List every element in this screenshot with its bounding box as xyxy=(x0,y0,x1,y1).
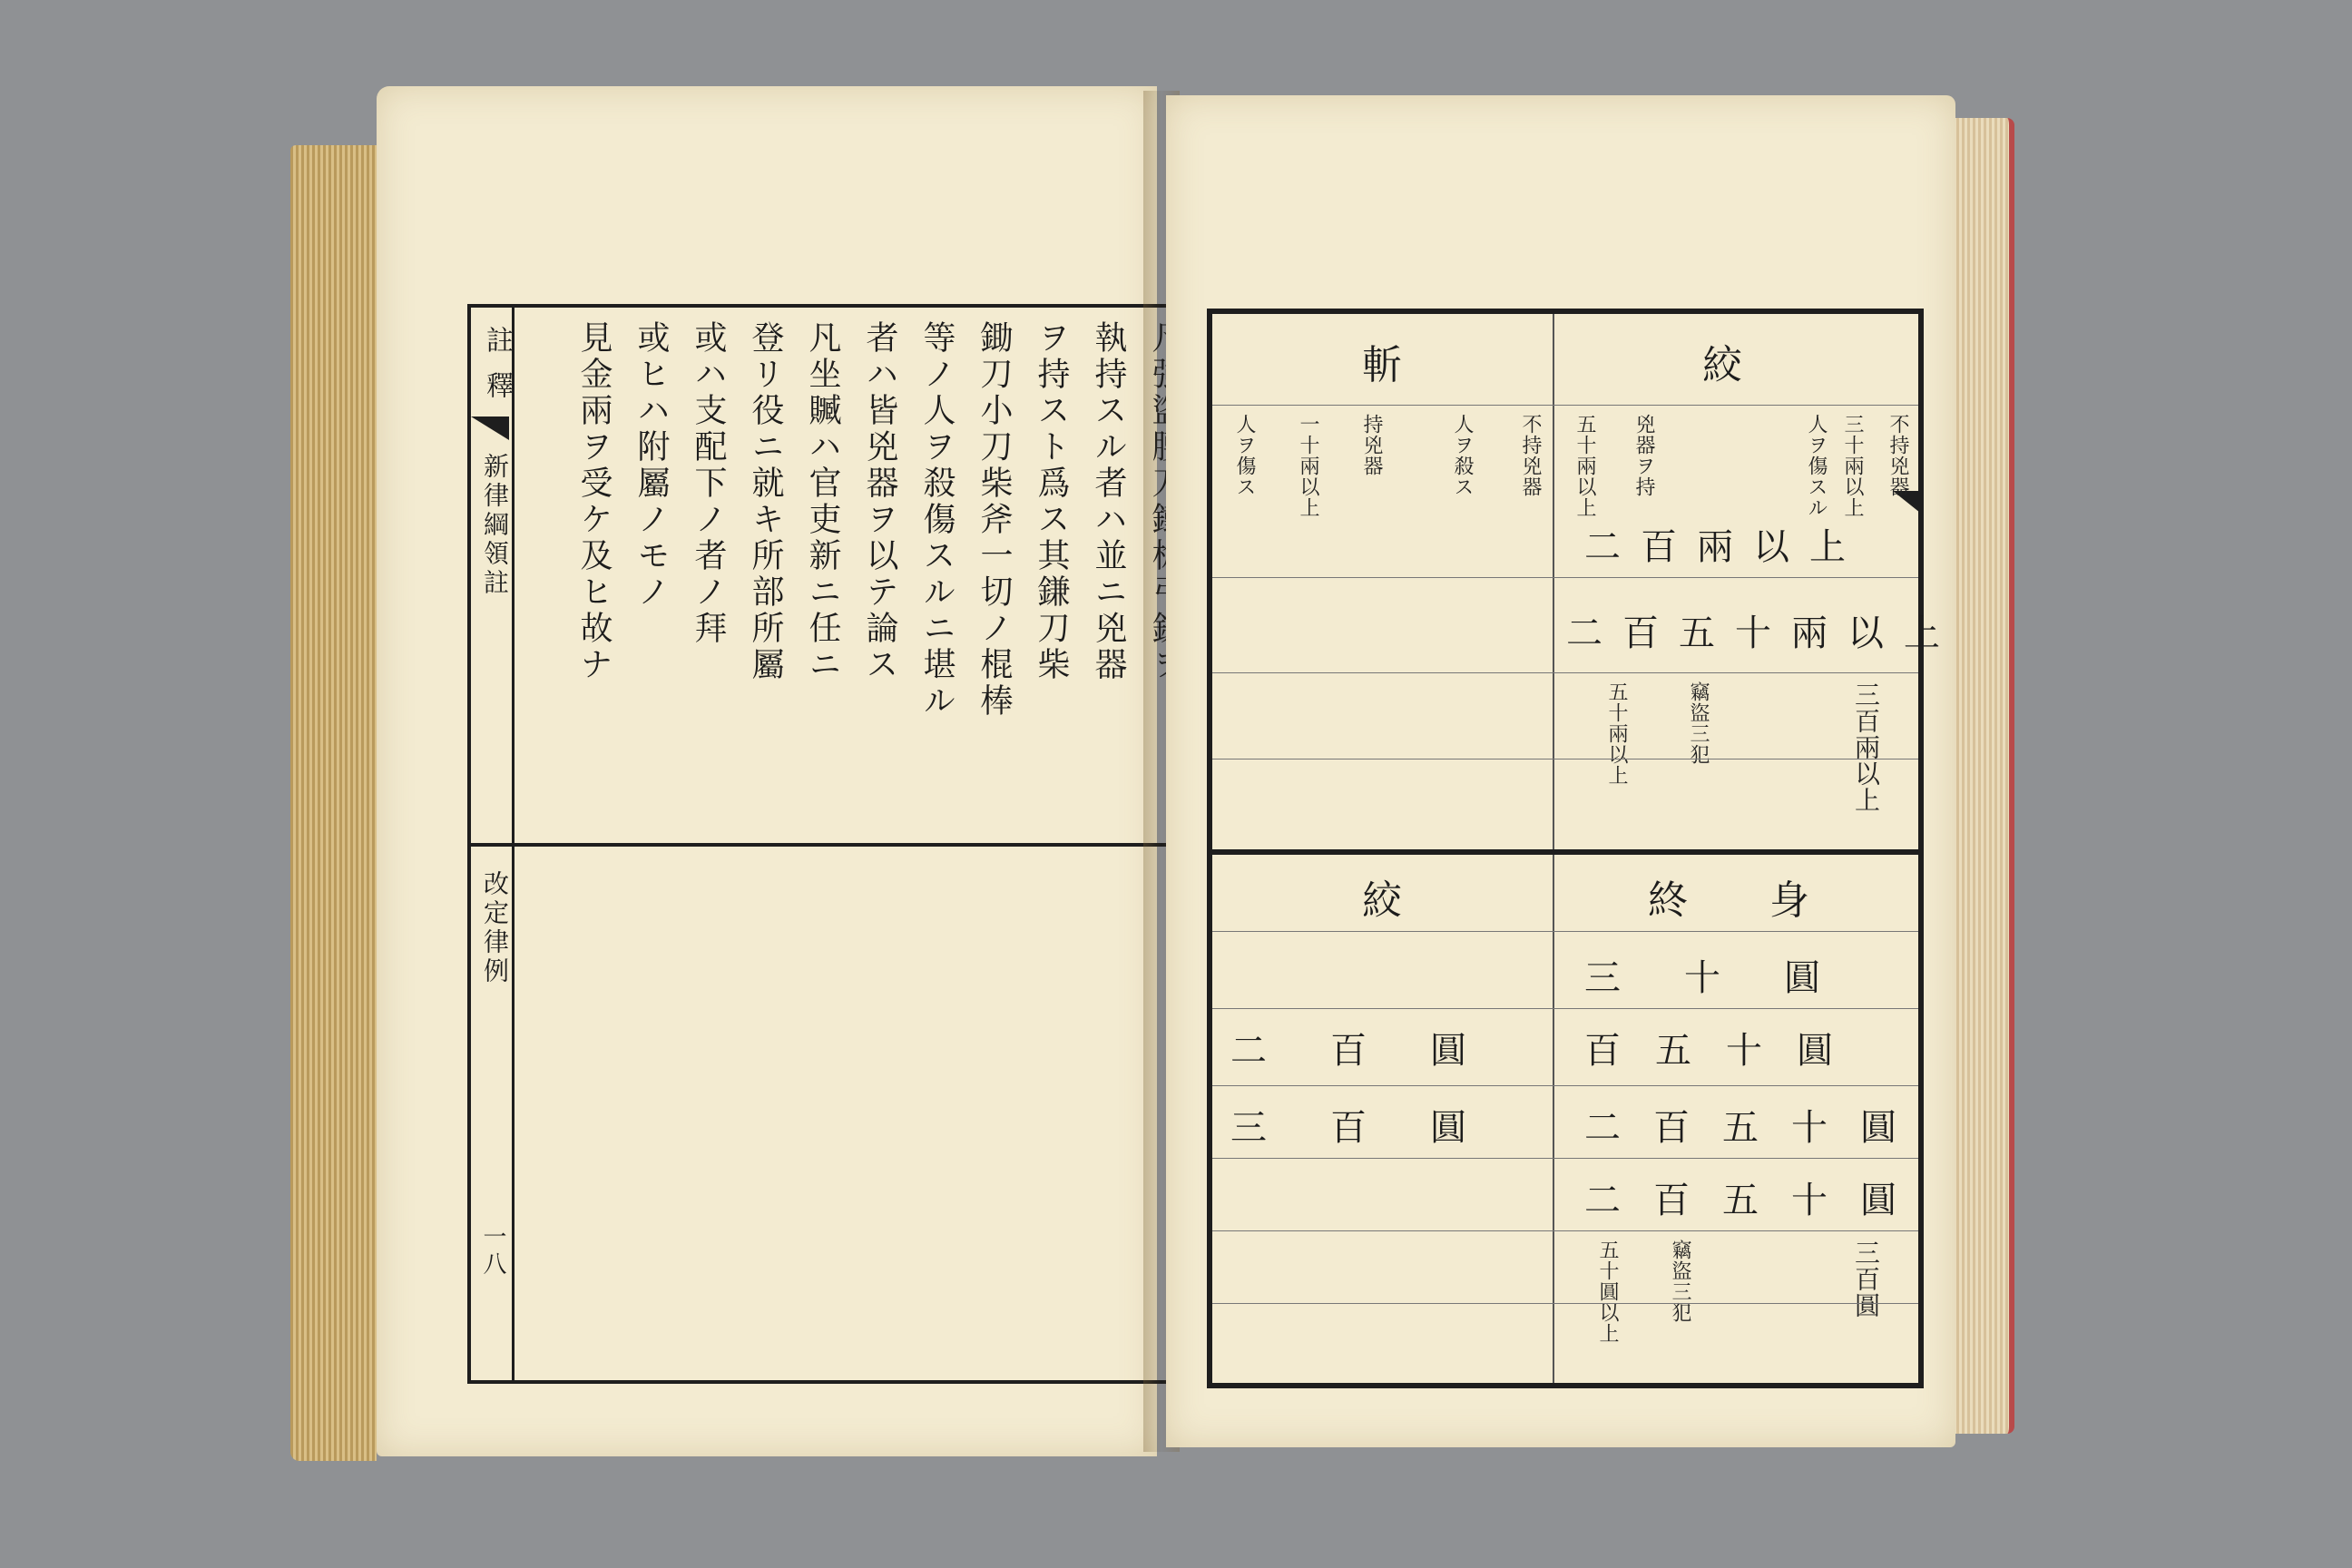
lower-row-value: 三十圓 xyxy=(1584,957,1884,999)
text-column: 者ハ皆兇器ヲ以テ論ス xyxy=(861,320,898,683)
row-line xyxy=(1212,405,1918,406)
note-column: 五十圓以上 xyxy=(1596,1240,1619,1344)
row-line xyxy=(1212,1085,1918,1086)
left-page xyxy=(377,86,1157,1456)
row-line xyxy=(1212,1303,1918,1304)
text-column: 鋤刀小刀柴斧一切ノ棍棒 xyxy=(975,320,1013,720)
text-column: 等ノ人ヲ殺傷スルニ堪ル xyxy=(918,320,956,720)
margin-label-1: 註 xyxy=(481,326,513,357)
lower-row-value: 二百五十圓 xyxy=(1584,1180,1929,1221)
row-line xyxy=(1212,1158,1918,1159)
table-column-divider xyxy=(1553,314,1554,1383)
margin-book-title: 新律綱領註 xyxy=(480,453,510,598)
lower-row-value: 二百五十圓 xyxy=(1584,1107,1929,1149)
note-column: 人ヲ傷ス xyxy=(1233,414,1256,497)
note-column: 不持兇器 xyxy=(1519,414,1542,497)
header-life-imprisonment: 終身 xyxy=(1648,877,1891,924)
header-strangulation: 絞 xyxy=(1702,342,1748,388)
note-column: 人ヲ殺ス xyxy=(1451,414,1474,497)
margin-code-title: 改定律例 xyxy=(480,870,510,986)
open-book xyxy=(290,82,2014,1479)
note-column: 一十兩以上 xyxy=(1297,414,1319,518)
left-page-frame xyxy=(467,304,1198,1384)
right-page xyxy=(1166,95,1960,1447)
row-line xyxy=(1212,672,1918,673)
row-line xyxy=(1212,931,1918,932)
note-column: 五十兩以上 xyxy=(1573,414,1596,518)
header-strangulation-lower: 絞 xyxy=(1362,877,1407,924)
lower-row-value: 三百圓 xyxy=(1230,1107,1530,1149)
note-column: 三十兩以上 xyxy=(1841,414,1864,518)
row-line xyxy=(1212,1230,1918,1231)
note-column: 持兇器 xyxy=(1360,414,1383,476)
lower-row-value: 三百圓 xyxy=(1851,1240,1881,1318)
note-column: 五十兩以上 xyxy=(1605,681,1628,786)
upper-row-value: 二百五十兩以上 xyxy=(1566,612,1960,654)
row-line xyxy=(1212,1008,1918,1009)
row-line xyxy=(1212,759,1918,760)
penalty-table xyxy=(1207,309,1960,1388)
text-column: 或ヒハ附屬ノモノ xyxy=(632,320,670,611)
note-column: 不持兇器 xyxy=(1886,414,1909,497)
text-column: 執持スル者ハ並ニ兇器 xyxy=(1090,320,1127,683)
note-column: 竊盜三犯 xyxy=(1687,681,1710,765)
note-column: 竊盜三犯 xyxy=(1669,1240,1691,1323)
note-column: 兇器ヲ持 xyxy=(1632,414,1655,497)
right-page-block-edge xyxy=(1945,118,2014,1434)
text-column: 凡坐贓ハ官吏新ニ任ニ xyxy=(804,320,841,683)
left-frame-divider xyxy=(471,843,1194,847)
lower-row-value: 二百圓 xyxy=(1230,1030,1530,1072)
upper-row-value: 二百兩以上 xyxy=(1584,526,1866,568)
table-mid-divider xyxy=(1212,849,1918,855)
margin-marker xyxy=(471,416,509,440)
text-column: 或ハ支配下ノ者ノ拜 xyxy=(690,320,727,647)
note-column: 人ヲ傷スル xyxy=(1805,414,1828,518)
left-page-block-edge xyxy=(290,145,377,1461)
annotation-text xyxy=(516,313,1192,838)
upper-row-value: 三百兩以上 xyxy=(1851,681,1881,813)
page-number: 一八 xyxy=(479,1224,506,1279)
text-column: ヲ持スト爲ス其鎌刀柴 xyxy=(1033,320,1070,683)
text-column: 見金兩ヲ受ケ及ヒ故ナ xyxy=(575,320,612,683)
row-line xyxy=(1212,577,1918,578)
text-column: 登リ役ニ就キ所部所屬 xyxy=(747,320,784,683)
margin-label-2: 釋 xyxy=(481,371,513,402)
header-decapitation: 斬 xyxy=(1362,342,1407,388)
lower-row-value: 百五十圓 xyxy=(1584,1030,1867,1072)
